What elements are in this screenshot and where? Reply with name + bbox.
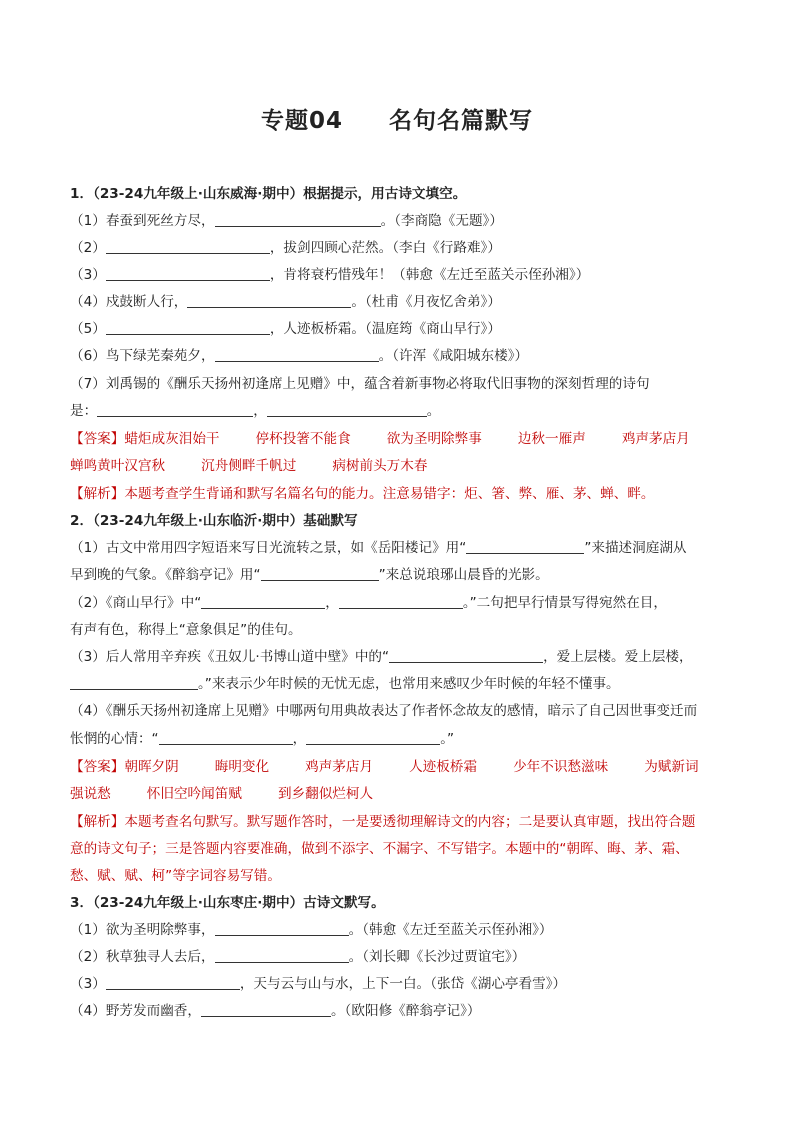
q1-item-1: （1）春蚕到死丝方尽， 。（李商隐《无题》） (70, 213, 503, 229)
q1-analysis: 【解析】本题考查学生背诵和默写名篇名句的能力。注意易错字：炬、箸、弊、雁、茅、蝉、畔。 (70, 486, 655, 502)
q2-line6: 。”来表示少年时候的无忧无虑，也常用来感叹少年时候的年轻不懂事。 (70, 674, 730, 694)
answer-blank[interactable] (70, 675, 198, 690)
q1-answer-line1: 【答案】蜡炬成灰泪始干 停杯投箸不能食 欲为圣明除弊事 边秋一雁声 鸡声茅店月 (70, 431, 690, 447)
analysis-label: 【解析】 (70, 814, 125, 830)
q1-item-7-line1: （7）刘禹锡的《酬乐天扬州初逢席上见赠》中，蕴含着新事物必将取代旧事物的深刻哲理的诗句 (70, 376, 650, 392)
answer-label: 【答案】 (70, 431, 125, 447)
q2-analysis-line3: 愁、赋、赋、柯”等字词容易写错。 (70, 868, 281, 884)
answer-blank[interactable] (215, 948, 349, 963)
analysis-label: 【解析】 (70, 486, 125, 502)
answer-blank[interactable] (106, 320, 270, 335)
q1-item-2: （2） ，拔剑四顾心茫然。（李白《行路难》） (70, 240, 501, 256)
answer-blank[interactable] (466, 539, 584, 554)
answer-blank[interactable] (389, 648, 543, 663)
q1-answer-line2: 蝉鸣黄叶汉宫秋 沉舟侧畔千帆过 病树前头万木春 (70, 458, 428, 474)
q2-line8: 怅惘的心情：“ ， 。” (70, 731, 455, 747)
title-text: 名句名篇默写 (389, 108, 533, 134)
q2-line5: （3）后人常用辛弃疾《丑奴儿·书博山道中壁》中的“ ，爱上层楼。爱上层楼， (70, 649, 693, 665)
answer-blank[interactable] (106, 975, 240, 990)
q2-answer-line2: 强说愁 怀旧空吟闻笛赋 到乡翻似烂柯人 (70, 786, 374, 802)
page-title (0, 102, 794, 135)
q1-item-4: （4）戍鼓断人行， 。（杜甫《月夜忆舍弟》） (70, 294, 501, 310)
answer-blank[interactable] (267, 402, 427, 417)
answer-blank[interactable] (215, 347, 379, 362)
q1-item-6: （6）鸟下绿芜秦苑夕， 。（许浑《咸阳城东楼》） (70, 348, 529, 364)
answer-blank[interactable] (106, 266, 270, 281)
answer-blank[interactable] (215, 921, 349, 936)
answer-blank[interactable] (187, 293, 351, 308)
q2-analysis-line2: 意的诗文句子；三是答题内容要准确，做到不添字、不漏字、不写错字。本题中的“朝晖、晦、茅、霜、 (70, 841, 689, 857)
q3-item-1: （1）欲为圣明除弊事， 。（韩愈《左迁至蓝关示侄孙湘》） (70, 922, 553, 938)
q3-item-4: （4）野芳发而幽香， 。（欧阳修《醉翁亭记》） (70, 1003, 481, 1019)
answer-blank[interactable] (106, 239, 270, 254)
answer-blank[interactable] (261, 566, 379, 581)
q2-line7: （4）《酬乐天扬州初逢席上见赠》中哪两句用典故表达了作者怀念故友的感情，暗示了自己因世事变迁而 (70, 703, 698, 719)
q2-line2: 早到晚的气象。《醉翁亭记》用“ ”来总说琅琊山晨昏的光影。 (70, 567, 549, 583)
question-2-header: 2．（23-24九年级上·山东临沂·期中）基础默写 (70, 513, 358, 529)
q1-item-7-line2: 是： ， 。 (70, 403, 441, 419)
answer-blank[interactable] (339, 594, 463, 609)
title-number: 专题04 (260, 108, 343, 134)
answer-blank[interactable] (306, 730, 440, 745)
q2-line4: 有声有色，称得上“意象俱足”的佳句。 (70, 622, 302, 638)
q1-item-3: （3） ，肯将衰朽惜残年！（韩愈《左迁至蓝关示侄孙湘》） (70, 267, 590, 283)
q2-analysis-line1: 【解析】本题考查名句默写。默写题作答时，一是要透彻理解诗文的内容；二是要认真审题，找出符合题 (70, 814, 696, 830)
answer-label: 【答案】 (70, 759, 125, 775)
q1-item-5: （5） ，人迹板桥霜。（温庭筠《商山早行》） (70, 321, 501, 337)
answer-blank[interactable] (201, 1002, 331, 1017)
answer-blank[interactable] (201, 594, 325, 609)
answer-blank[interactable] (159, 730, 293, 745)
q2-answer-line1: 【答案】朝晖夕阴 晦明变化 鸡声茅店月 人迹板桥霜 少年不识愁滋味 为赋新词 (70, 759, 699, 775)
q2-line1: （1）古文中常用四字短语来写日光流转之景，如《岳阳楼记》用“ ”来描述洞庭湖从 (70, 540, 687, 556)
answer-blank[interactable] (215, 212, 381, 227)
q3-item-3: （3） ，天与云与山与水，上下一白。（张岱《湖心亭看雪》） (70, 976, 567, 992)
question-1-header: 1．（23-24九年级上·山东威海·期中）根据提示，用古诗文填空。 (70, 186, 467, 202)
question-3-header: 3．（23-24九年级上·山东枣庄·期中）古诗文默写。 (70, 895, 385, 911)
q2-line3: （2）《商山早行》中“ ， 。”二句把早行情景写得宛然在目， (70, 595, 667, 611)
answer-blank[interactable] (97, 402, 253, 417)
q3-item-2: （2）秋草独寻人去后， 。（刘长卿《长沙过贾谊宅》） (70, 949, 526, 965)
